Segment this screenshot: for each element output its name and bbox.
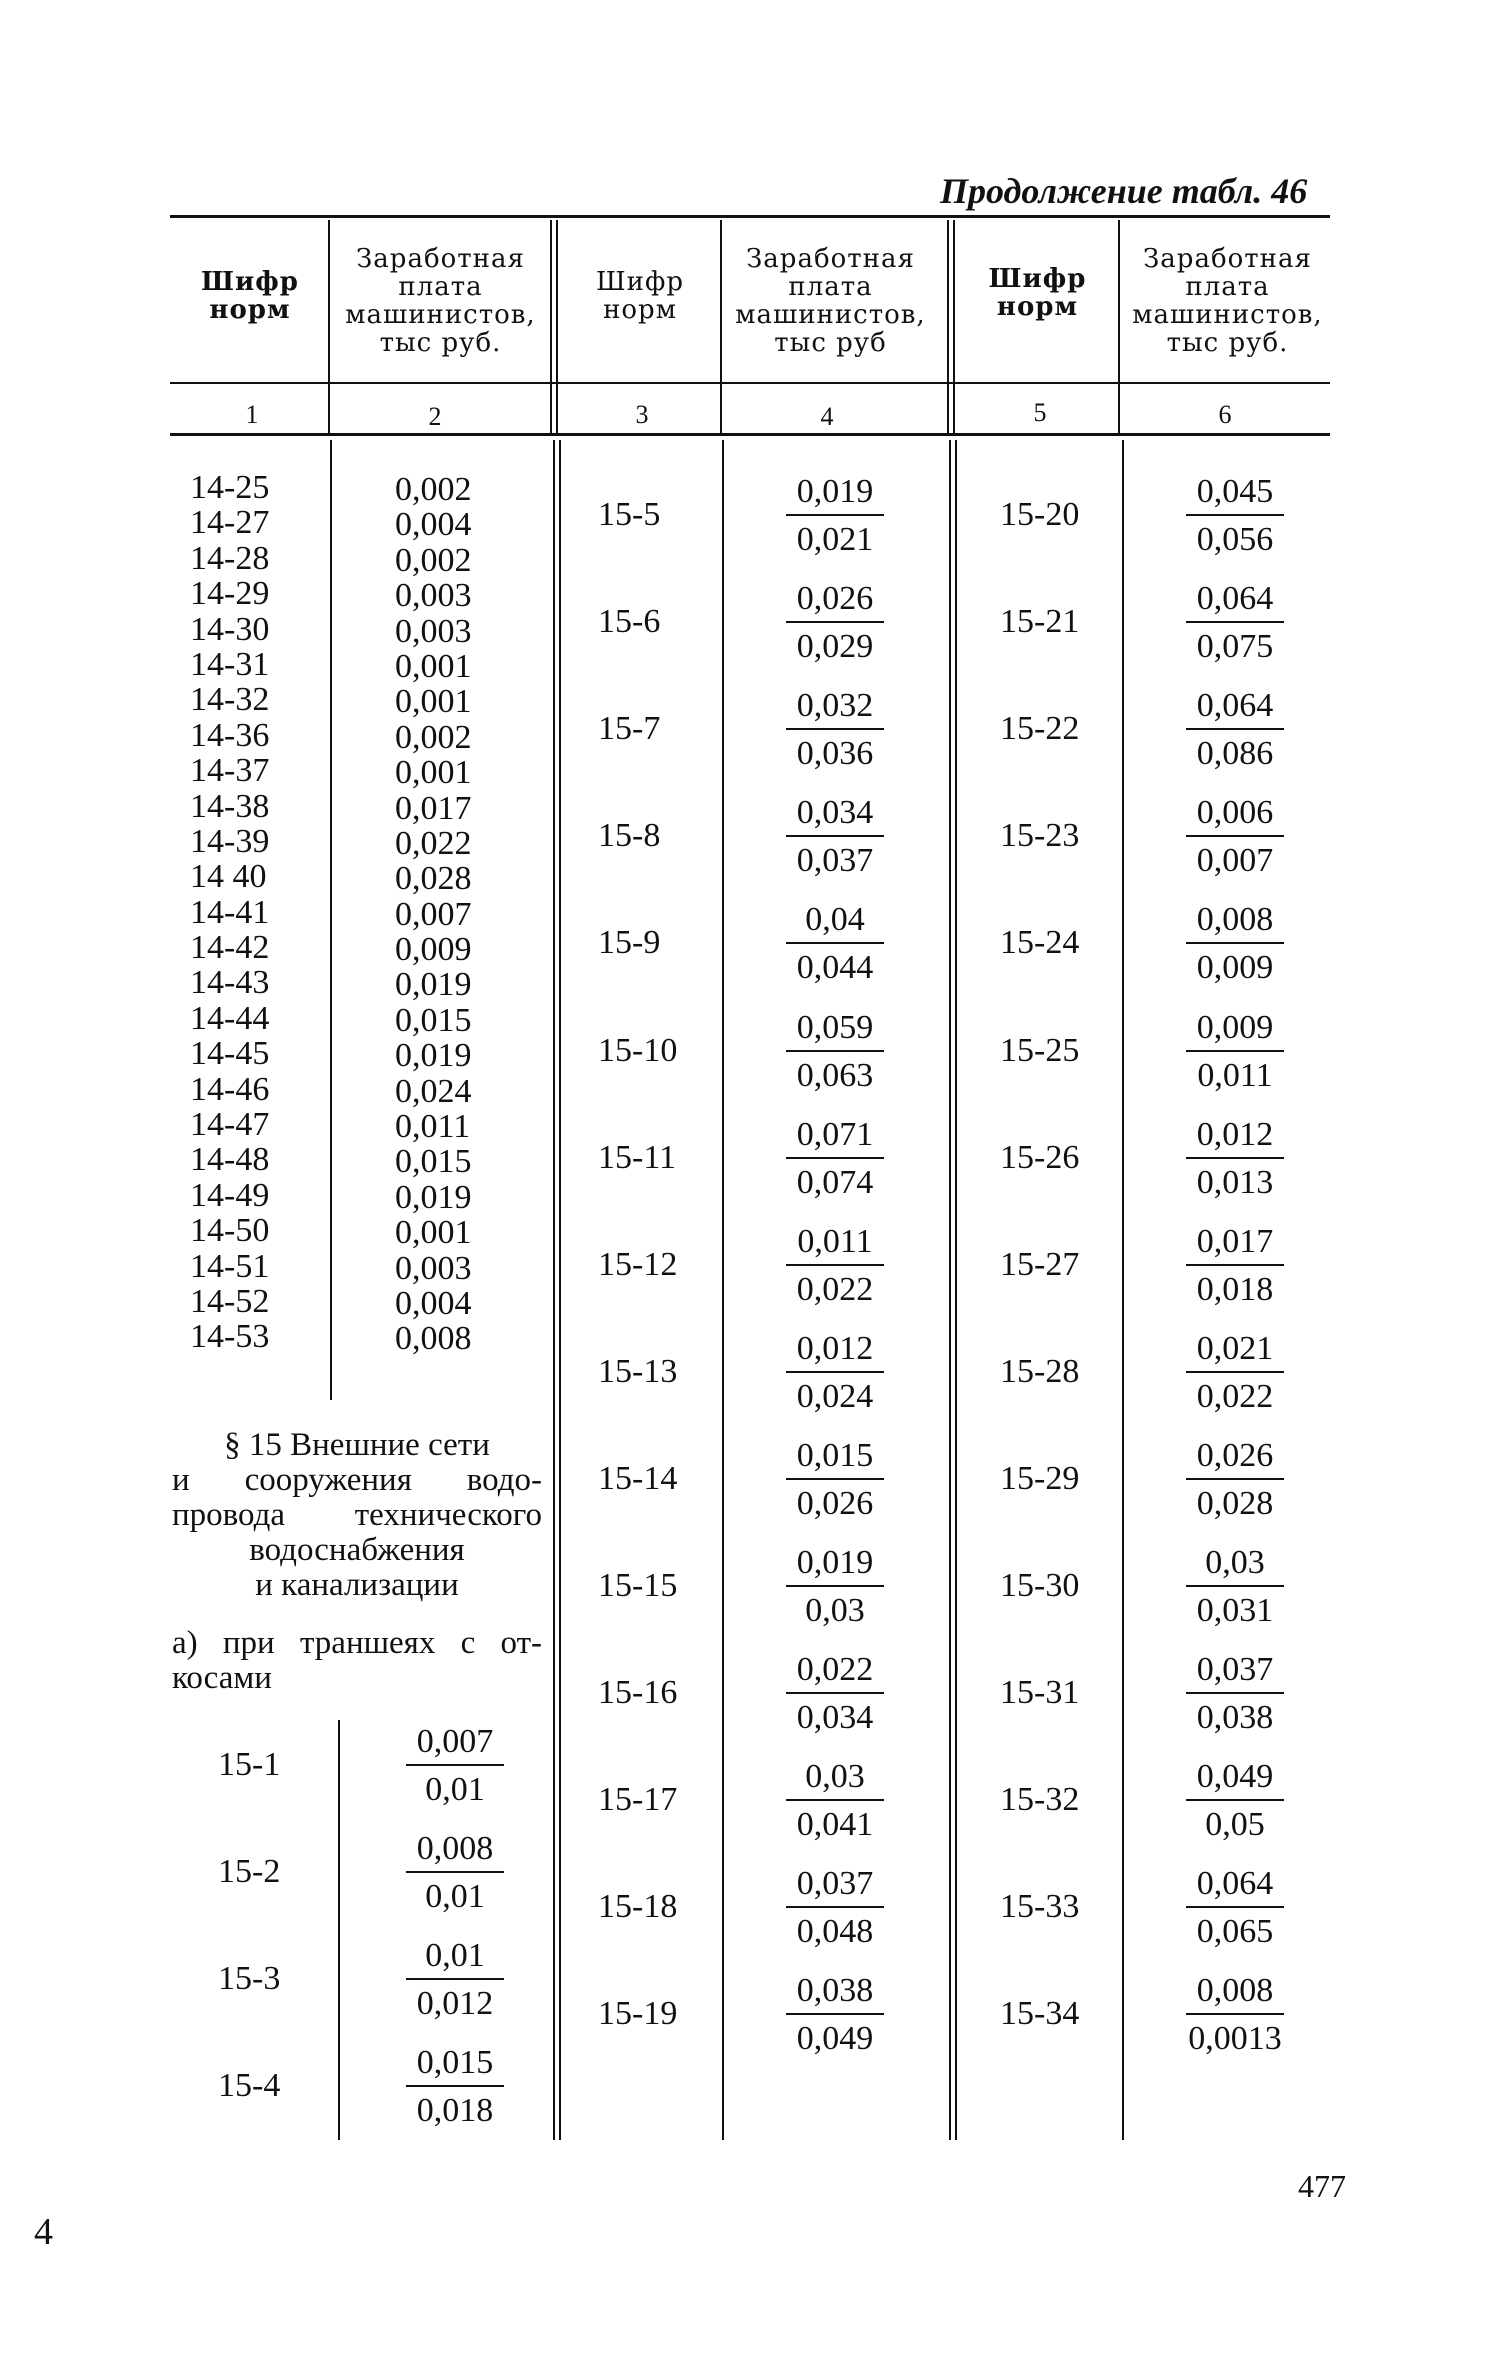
row-fraction [400, 2043, 510, 2129]
section14-code: 14-44 [190, 999, 270, 1037]
fraction-numerator: 0,026 [796, 580, 874, 618]
fraction-bar [1186, 1585, 1284, 1587]
fraction-numerator: 0,008 [1196, 901, 1274, 939]
row-code: 15-4 [218, 2067, 281, 2104]
fraction-denominator: 0,024 [796, 1377, 874, 1415]
fraction-bar [786, 835, 884, 837]
vrule-b3 [722, 440, 724, 2140]
vrule-b5 [1122, 440, 1124, 2140]
row-code: 15-9 [598, 924, 661, 962]
fraction-numerator: 0,017 [1196, 1222, 1274, 1260]
fraction-denominator: 0,034 [796, 1699, 874, 1737]
vrule-b4a [949, 440, 951, 2140]
fraction-denominator: 0,018 [1196, 1270, 1274, 1308]
row-code: 15-24 [1000, 924, 1080, 962]
fraction-denominator: 0,03 [805, 1592, 865, 1629]
fraction-bar [406, 2085, 504, 2087]
vrule-b4b [955, 440, 957, 2140]
fraction-denominator: 0,028 [1196, 1484, 1274, 1522]
section14-code: 14-45 [190, 1035, 270, 1073]
section14-code: 14-28 [190, 539, 270, 577]
row-code: 15-12 [598, 1245, 678, 1283]
fraction-bar [406, 1871, 504, 1873]
row-fraction [400, 1829, 510, 1915]
row-code: 15-20 [1000, 496, 1080, 533]
section15-subtitle-line: а) при траншеях с от- [172, 1625, 542, 1661]
fraction-bar [786, 1157, 884, 1159]
section14-value: 0,003 [395, 1249, 472, 1287]
fraction-bar [1186, 1264, 1284, 1266]
section15-title [172, 1428, 542, 1603]
fraction-denominator: 0,007 [1196, 842, 1274, 880]
row-fraction [1180, 900, 1290, 986]
fraction-numerator: 0,032 [796, 687, 874, 725]
row-fraction [780, 1864, 890, 1950]
fraction-numerator: 0,037 [796, 1865, 874, 1903]
row-code: 15-1 [218, 1746, 281, 1783]
fraction-bar [1186, 1050, 1284, 1052]
row-code: 15-25 [1000, 1031, 1080, 1069]
colnum-4: 4 [820, 402, 834, 431]
fraction-denominator: 0,074 [796, 1163, 874, 1201]
row-code: 15-28 [1000, 1352, 1080, 1390]
row-code: 15-33 [1000, 1888, 1080, 1926]
section14-value: 0,001 [395, 754, 472, 792]
fraction-numerator: 0,019 [796, 473, 874, 510]
fraction-denominator: 0,041 [796, 1806, 874, 1844]
vrule-h5 [1118, 220, 1120, 435]
fraction-numerator: 0,037 [1196, 1651, 1274, 1689]
row-fraction [1180, 686, 1290, 772]
row-code: 15-8 [598, 817, 661, 855]
row-fraction [780, 900, 890, 986]
section14-value: 0,011 [395, 1108, 471, 1146]
fraction-numerator: 0,011 [797, 1222, 873, 1260]
row-fraction [1180, 1864, 1290, 1950]
section14-code: 14 40 [190, 858, 267, 896]
fraction-bar [1186, 728, 1284, 730]
row-code: 15-23 [1000, 817, 1080, 855]
section14-value: 0,002 [395, 541, 472, 579]
fraction-numerator: 0,059 [796, 1008, 874, 1046]
section14-code: 14-51 [190, 1247, 270, 1285]
fraction-denominator: 0,038 [1196, 1699, 1274, 1737]
fraction-bar [1186, 1157, 1284, 1159]
fraction-denominator: 0,0013 [1188, 2020, 1282, 2058]
section14-value: 0,019 [395, 966, 472, 1004]
fraction-numerator: 0,045 [1196, 473, 1274, 510]
header-bottom-rule [170, 382, 1330, 384]
fraction-numerator: 0,006 [1196, 794, 1274, 832]
section15-title-line: и сооружения водо- [172, 1462, 542, 1498]
fraction-bar [786, 1478, 884, 1480]
section14-value: 0,017 [395, 789, 472, 827]
fraction-denominator: 0,031 [1196, 1592, 1274, 1629]
section14-value: 0,024 [395, 1072, 472, 1110]
section14-value: 0,001 [395, 1214, 472, 1252]
header-code-3: Шифр норм [596, 267, 684, 325]
section14-code: 14-37 [190, 752, 270, 790]
fraction-bar [786, 621, 884, 623]
row-fraction [1180, 472, 1290, 558]
section14-code: 14-43 [190, 964, 270, 1002]
vrule-h3 [720, 220, 722, 435]
fraction-numerator: 0,034 [796, 794, 874, 832]
row-fraction [780, 1008, 890, 1094]
section14-code: 14-29 [190, 575, 270, 613]
fraction-denominator: 0,01 [425, 1771, 485, 1808]
row-fraction [780, 472, 890, 558]
fraction-denominator: 0,013 [1196, 1163, 1274, 1201]
fraction-denominator: 0,048 [796, 1913, 874, 1951]
row-code: 15-29 [1000, 1459, 1080, 1497]
fraction-denominator: 0,063 [796, 1056, 874, 1094]
fraction-bar [1186, 1906, 1284, 1908]
row-code: 15-5 [598, 496, 661, 533]
page-number: 477 [1298, 2168, 1346, 2204]
row-fraction [1180, 1222, 1290, 1308]
fraction-numerator: 0,064 [1196, 1865, 1274, 1903]
row-code: 15-11 [598, 1138, 677, 1176]
header-code-1: Шифр норм [201, 267, 299, 325]
colnum-6: 6 [1218, 400, 1232, 429]
fraction-bar [786, 514, 884, 516]
fraction-denominator: 0,009 [1196, 949, 1274, 987]
fraction-numerator: 0,026 [1196, 1436, 1274, 1474]
colnum-bottom-rule [170, 433, 1330, 436]
fraction-numerator: 0,015 [796, 1436, 874, 1474]
fraction-bar [406, 1978, 504, 1980]
row-fraction [1180, 793, 1290, 879]
section14-code: 14-30 [190, 610, 270, 648]
section14-code: 14-31 [190, 645, 270, 683]
fraction-numerator: 0,049 [1196, 1758, 1274, 1796]
fraction-numerator: 0,021 [1196, 1329, 1274, 1367]
fraction-denominator: 0,022 [796, 1270, 874, 1308]
section15-title-line: и канализации [255, 1567, 459, 1603]
row-fraction [780, 1971, 890, 2057]
row-code: 15-6 [598, 603, 661, 641]
row-fraction [1180, 579, 1290, 665]
fraction-numerator: 0,03 [805, 1758, 865, 1796]
row-fraction [780, 1329, 890, 1415]
section14-value: 0,028 [395, 860, 472, 898]
row-code: 15-21 [1000, 603, 1080, 641]
vrule-b1 [330, 440, 332, 1400]
fraction-denominator: 0,075 [1196, 628, 1274, 666]
section14-value: 0,002 [395, 471, 472, 508]
section14-value: 0,002 [395, 718, 472, 756]
row-code: 15-10 [598, 1031, 678, 1069]
row-fraction [1180, 1008, 1290, 1094]
row-code: 15-17 [598, 1781, 678, 1819]
section14-code: 14-46 [190, 1070, 270, 1108]
row-fraction [1180, 1757, 1290, 1843]
section14-code: 14-41 [190, 893, 270, 931]
section14-value: 0,004 [395, 1284, 472, 1322]
section14-code: 14-36 [190, 716, 270, 754]
fraction-bar [786, 942, 884, 944]
row-code: 15-19 [598, 1995, 678, 2033]
row-code: 15-15 [598, 1567, 678, 1604]
section14-value: 0,009 [395, 931, 472, 969]
vrule-b2a [553, 440, 555, 2140]
fraction-bar [1186, 514, 1284, 516]
fraction-bar [1186, 1371, 1284, 1373]
row-fraction [780, 1436, 890, 1522]
fraction-numerator: 0,019 [796, 1544, 874, 1581]
vrule-h1 [328, 220, 330, 435]
fraction-numerator: 0,009 [1196, 1008, 1274, 1046]
fraction-denominator: 0,086 [1196, 735, 1274, 773]
header-wage-2: Заработная плата машинистов, тыс руб. [345, 244, 536, 358]
row-fraction [1180, 1115, 1290, 1201]
table-caption: Продолжение табл. 46 [940, 171, 1308, 211]
section14-value: 0,015 [395, 1143, 472, 1181]
row-fraction [780, 793, 890, 879]
section14-value: 0,022 [395, 824, 472, 862]
row-fraction [780, 1115, 890, 1201]
fraction-numerator: 0,008 [1196, 1972, 1274, 2010]
fraction-bar [786, 2013, 884, 2015]
section14-value: 0,008 [395, 1320, 472, 1358]
fraction-numerator: 0,012 [1196, 1115, 1274, 1153]
colnum-3: 3 [635, 400, 649, 429]
fraction-numerator: 0,01 [425, 1937, 485, 1974]
header-wage-4: Заработная плата машинистов, тыс руб [735, 244, 926, 358]
row-code: 15-14 [598, 1459, 678, 1497]
section14-code: 14-53 [190, 1318, 270, 1356]
row-code: 15-16 [598, 1674, 678, 1712]
fraction-denominator: 0,036 [796, 735, 874, 773]
row-code: 15-34 [1000, 1995, 1080, 2033]
fraction-bar [1186, 835, 1284, 837]
vrule-b2b [559, 440, 561, 2140]
fraction-denominator: 0,049 [796, 2020, 874, 2058]
section15-subtitle-line: косами [172, 1660, 272, 1696]
section15-subtitle [172, 1626, 542, 1696]
fraction-numerator: 0,071 [796, 1115, 874, 1153]
vrule-h4b [953, 220, 955, 435]
fraction-denominator: 0,026 [796, 1484, 874, 1522]
fraction-numerator: 0,03 [1205, 1544, 1265, 1581]
section14-value: 0,003 [395, 612, 472, 650]
fraction-bar [1186, 1478, 1284, 1480]
row-fraction [780, 1222, 890, 1308]
row-fraction [1180, 1650, 1290, 1736]
section14-value: 0,019 [395, 1178, 472, 1216]
fraction-bar [406, 1764, 504, 1766]
top-rule [170, 215, 1330, 218]
row-code: 15-32 [1000, 1781, 1080, 1819]
row-fraction [780, 579, 890, 665]
fraction-denominator: 0,01 [425, 1878, 485, 1915]
fraction-denominator: 0,05 [1205, 1806, 1265, 1844]
fraction-bar [1186, 942, 1284, 944]
section14-code: 14-50 [190, 1212, 270, 1250]
fraction-numerator: 0,064 [1196, 687, 1274, 725]
fraction-numerator: 0,022 [796, 1651, 874, 1689]
section14-code: 14-48 [190, 1141, 270, 1179]
row-fraction [1180, 1543, 1290, 1629]
vrule-h2a [550, 220, 552, 435]
fraction-denominator: 0,065 [1196, 1913, 1274, 1951]
fraction-denominator: 0,018 [416, 2092, 494, 2129]
fraction-bar [1186, 1799, 1284, 1801]
fraction-denominator: 0,012 [416, 1985, 494, 2022]
section14-code: 14-49 [190, 1176, 270, 1214]
row-fraction [780, 1650, 890, 1736]
section14-code: 14-52 [190, 1282, 270, 1320]
vrule-b1-lower [338, 1720, 340, 2140]
fraction-denominator: 0,021 [796, 521, 874, 558]
fraction-bar [786, 1585, 884, 1587]
row-code: 15-3 [218, 1960, 281, 1997]
colnum-2: 2 [428, 402, 442, 431]
fraction-denominator: 0,022 [1196, 1377, 1274, 1415]
row-code: 15-31 [1000, 1674, 1080, 1712]
row-code: 15-27 [1000, 1245, 1080, 1283]
fraction-bar [786, 1264, 884, 1266]
fraction-bar [1186, 1692, 1284, 1694]
row-fraction [1180, 1971, 1290, 2057]
row-fraction [400, 1936, 510, 2022]
row-code: 15-7 [598, 710, 661, 748]
margin-mark: 4 [34, 2211, 53, 2253]
row-code: 15-22 [1000, 710, 1080, 748]
vrule-h4a [947, 220, 949, 435]
row-fraction [780, 686, 890, 772]
section14-code: 14-42 [190, 929, 270, 967]
row-fraction [1180, 1436, 1290, 1522]
fraction-bar [786, 728, 884, 730]
row-fraction [780, 1543, 890, 1629]
fraction-bar [786, 1692, 884, 1694]
fraction-denominator: 0,037 [796, 842, 874, 880]
section15-title-line: провода технического [172, 1497, 542, 1533]
section14-value: 0,019 [395, 1037, 472, 1075]
fraction-denominator: 0,044 [796, 949, 874, 987]
row-fraction [400, 1722, 510, 1808]
fraction-bar [786, 1799, 884, 1801]
vrule-h2b [556, 220, 558, 435]
fraction-bar [786, 1906, 884, 1908]
section14-code: 14-32 [190, 681, 270, 719]
section14-code: 14-25 [190, 469, 270, 506]
row-code: 15-2 [218, 1853, 281, 1890]
fraction-bar [786, 1371, 884, 1373]
fraction-bar [786, 1050, 884, 1052]
fraction-numerator: 0,008 [416, 1830, 494, 1867]
header-wage-6: Заработная плата машинистов, тыс руб. [1132, 244, 1323, 358]
fraction-denominator: 0,029 [796, 628, 874, 666]
fraction-numerator: 0,015 [416, 2044, 494, 2081]
fraction-numerator: 0,04 [805, 901, 865, 939]
header-code-5: Шифр норм [988, 264, 1087, 322]
section14-value: 0,007 [395, 895, 472, 933]
section15-title-line: водоснабжения [249, 1532, 465, 1568]
row-fraction [1180, 1329, 1290, 1415]
section14-codes [190, 470, 310, 1355]
section14-value: 0,003 [395, 577, 472, 615]
row-fraction [780, 1757, 890, 1843]
fraction-numerator: 0,064 [1196, 580, 1274, 618]
section14-code: 14-38 [190, 787, 270, 825]
row-code: 15-30 [1000, 1567, 1080, 1604]
fraction-numerator: 0,007 [416, 1723, 494, 1760]
row-code: 15-13 [598, 1352, 678, 1390]
section14-value: 0,001 [395, 647, 472, 685]
section14-code: 14-47 [190, 1106, 270, 1144]
fraction-numerator: 0,012 [796, 1329, 874, 1367]
fraction-bar [1186, 621, 1284, 623]
section14-value: 0,004 [395, 506, 472, 544]
row-code: 15-18 [598, 1888, 678, 1926]
fraction-bar [1186, 2013, 1284, 2015]
row-code: 15-26 [1000, 1138, 1080, 1176]
fraction-denominator: 0,011 [1197, 1056, 1273, 1094]
section15-title-line: § 15 Внешние сети [224, 1427, 490, 1463]
section14-value: 0,001 [395, 683, 472, 721]
section14-value: 0,015 [395, 1001, 472, 1039]
section14-code: 14-39 [190, 822, 270, 860]
colnum-1: 1 [245, 400, 259, 429]
fraction-denominator: 0,056 [1196, 521, 1274, 558]
section14-values [395, 472, 505, 1357]
fraction-numerator: 0,038 [796, 1972, 874, 2010]
section14-code: 14-27 [190, 504, 270, 542]
colnum-5: 5 [1033, 398, 1047, 427]
